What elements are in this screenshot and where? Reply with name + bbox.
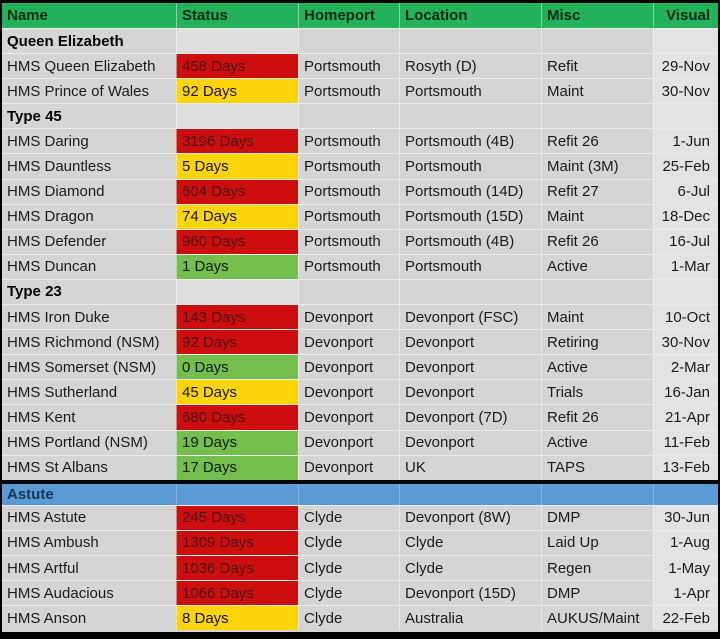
bottom-border [2,632,718,639]
status-cell[interactable]: 143 Days [176,305,298,329]
homeport-cell[interactable]: Portsmouth [298,255,399,279]
empty-cell[interactable] [541,104,653,128]
location-cell[interactable]: Portsmouth (4B) [399,129,541,153]
ship-name-cell[interactable]: HMS Prince of Wales [2,79,176,103]
status-cell[interactable]: 0 Days [176,355,298,379]
homeport-cell[interactable]: Clyde [298,606,399,630]
visual-date-cell[interactable]: 6-Jul [653,180,718,204]
empty-cell[interactable] [298,104,399,128]
visual-date-cell[interactable]: 1-Jun [653,129,718,153]
visual-date-cell[interactable]: 13-Feb [653,456,718,480]
visual-date-cell[interactable]: 30-Jun [653,506,718,530]
status-cell[interactable]: 458 Days [176,54,298,78]
table-body [2,28,718,632]
ship-row [2,530,718,555]
empty-cell[interactable] [298,29,399,53]
ship-row [2,555,718,580]
ship-name-cell[interactable]: HMS Audacious [2,581,176,605]
section-row [2,28,718,53]
status-cell[interactable]: 604 Days [176,180,298,204]
location-cell[interactable]: Portsmouth (15D) [399,205,541,229]
ship-row [2,605,718,630]
ship-row [2,580,718,605]
ship-name-cell[interactable]: HMS Dragon [2,205,176,229]
ship-name-cell[interactable]: HMS Queen Elizabeth [2,54,176,78]
ship-name-cell[interactable]: HMS Ambush [2,531,176,555]
ship-name-cell[interactable]: HMS Iron Duke [2,305,176,329]
column-header-misc[interactable]: Misc [541,3,653,28]
column-header-name[interactable]: Name [7,7,48,24]
location-cell[interactable]: Devonport (8W) [399,506,541,530]
visual-date-cell[interactable]: 21-Apr [653,405,718,429]
location-cell[interactable]: Devonport (7D) [399,405,541,429]
empty-cell[interactable] [399,280,541,304]
location-cell[interactable]: UK [399,456,541,480]
empty-cell[interactable] [653,280,718,304]
misc-cell[interactable]: Active [541,431,653,455]
ship-name-cell[interactable]: HMS Anson [2,606,176,630]
homeport-cell[interactable]: Devonport [298,431,399,455]
location-cell[interactable]: Portsmouth (14D) [399,180,541,204]
location-cell[interactable]: Devonport [399,330,541,354]
homeport-cell[interactable]: Devonport [298,380,399,404]
visual-date-cell[interactable]: 1-Mar [653,255,718,279]
ship-name-cell[interactable]: HMS Richmond (NSM) [2,330,176,354]
homeport-cell[interactable]: Devonport [298,456,399,480]
empty-cell[interactable] [653,484,718,505]
visual-date-cell[interactable]: 11-Feb [653,431,718,455]
misc-cell[interactable]: Active [541,355,653,379]
visual-date-cell[interactable]: 30-Nov [653,79,718,103]
location-cell[interactable]: Portsmouth [399,255,541,279]
status-cell[interactable]: 17 Days [176,456,298,480]
ship-row [2,179,718,204]
ship-row [2,128,718,153]
location-cell[interactable]: Devonport [399,355,541,379]
empty-cell[interactable] [541,29,653,53]
status-cell[interactable]: 19 Days [176,431,298,455]
homeport-cell[interactable]: Clyde [298,506,399,530]
misc-cell[interactable]: Laid Up [541,531,653,555]
empty-cell[interactable] [653,29,718,53]
ship-row [2,404,718,429]
misc-cell[interactable]: Regen [541,556,653,580]
empty-cell[interactable] [399,484,541,505]
ship-row [2,354,718,379]
homeport-cell[interactable]: Devonport [298,330,399,354]
column-header-location[interactable]: Location [399,3,541,28]
homeport-cell[interactable]: Portsmouth [298,180,399,204]
ship-row [2,229,718,254]
empty-cell[interactable] [298,484,399,505]
ship-row [2,430,718,455]
misc-cell[interactable]: Refit 26 [541,405,653,429]
visual-date-cell[interactable]: 25-Feb [653,154,718,178]
location-cell[interactable]: Portsmouth [399,79,541,103]
section-label[interactable]: Queen Elizabeth [2,29,176,53]
ship-row [2,254,718,279]
section-label[interactable]: Type 45 [2,104,176,128]
visual-date-cell[interactable]: 29-Nov [653,54,718,78]
visual-date-cell[interactable]: 16-Jul [653,230,718,254]
section-label[interactable]: Astute [2,484,176,505]
ship-row [2,455,718,480]
homeport-cell[interactable]: Portsmouth [298,205,399,229]
ship-name-cell[interactable]: HMS Diamond [2,180,176,204]
misc-cell[interactable]: Maint [541,79,653,103]
section-label[interactable]: Type 23 [2,280,176,304]
status-cell[interactable]: 1 Days [176,255,298,279]
misc-cell[interactable]: Trials [541,380,653,404]
location-cell[interactable]: Clyde [399,556,541,580]
visual-date-cell[interactable]: 1-Apr [653,581,718,605]
ship-name-cell[interactable]: HMS Defender [2,230,176,254]
homeport-cell[interactable]: Portsmouth [298,129,399,153]
status-cell[interactable]: 1066 Days [176,581,298,605]
empty-cell[interactable] [399,104,541,128]
section-row [2,480,718,505]
location-cell[interactable]: Devonport [399,431,541,455]
ship-row [2,153,718,178]
visual-date-cell[interactable]: 1-Aug [653,531,718,555]
ship-name-cell[interactable]: HMS Astute [2,506,176,530]
empty-cell[interactable] [541,280,653,304]
status-cell[interactable]: 74 Days [176,205,298,229]
section-row [2,103,718,128]
misc-cell[interactable]: Refit 26 [541,230,653,254]
misc-cell[interactable]: Maint (3M) [541,154,653,178]
misc-cell[interactable]: Maint [541,205,653,229]
ship-row [2,53,718,78]
ship-row [2,304,718,329]
homeport-cell[interactable]: Devonport [298,305,399,329]
table-header-row [2,3,718,28]
column-header-visual[interactable]: Visual [653,3,718,28]
homeport-cell[interactable]: Clyde [298,581,399,605]
homeport-cell[interactable]: Portsmouth [298,230,399,254]
homeport-cell[interactable]: Devonport [298,405,399,429]
empty-cell[interactable] [653,104,718,128]
visual-date-cell[interactable]: 22-Feb [653,606,718,630]
empty-cell[interactable] [176,29,298,53]
ship-row [2,505,718,530]
status-cell[interactable]: 1036 Days [176,556,298,580]
status-cell[interactable]: 1309 Days [176,531,298,555]
visual-date-cell[interactable]: 18-Dec [653,205,718,229]
status-cell[interactable]: 245 Days [176,506,298,530]
empty-cell[interactable] [176,104,298,128]
location-cell[interactable]: Clyde [399,531,541,555]
empty-cell[interactable] [298,280,399,304]
ship-name-cell[interactable]: HMS Somerset (NSM) [2,355,176,379]
homeport-cell[interactable]: Portsmouth [298,79,399,103]
ship-name-cell[interactable]: HMS Sutherland [2,380,176,404]
homeport-cell[interactable]: Portsmouth [298,154,399,178]
empty-cell[interactable] [541,484,653,505]
ship-row [2,379,718,404]
column-header-homeport[interactable]: Homeport [298,3,399,28]
section-row [2,279,718,304]
homeport-cell[interactable]: Clyde [298,556,399,580]
misc-cell[interactable]: DMP [541,581,653,605]
visual-date-cell[interactable]: 2-Mar [653,355,718,379]
visual-date-cell[interactable]: 16-Jan [653,380,718,404]
status-cell[interactable]: 680 Days [176,405,298,429]
ship-row [2,204,718,229]
location-cell[interactable]: Devonport (FSC) [399,305,541,329]
ship-row [2,78,718,103]
ship-name-cell[interactable]: HMS Dauntless [2,154,176,178]
visual-date-cell[interactable]: 30-Nov [653,330,718,354]
misc-cell[interactable]: Refit 27 [541,180,653,204]
ship-row [2,329,718,354]
ship-name-cell[interactable]: HMS Daring [2,129,176,153]
location-cell[interactable]: Devonport [399,380,541,404]
homeport-cell[interactable]: Portsmouth [298,54,399,78]
ship-name-cell[interactable]: HMS Kent [2,405,176,429]
misc-cell[interactable]: TAPS [541,456,653,480]
empty-cell[interactable] [399,29,541,53]
location-cell[interactable]: Portsmouth (4B) [399,230,541,254]
location-cell[interactable]: Rosyth (D) [399,54,541,78]
location-cell[interactable]: Devonport (15D) [399,581,541,605]
ship-name-cell[interactable]: HMS St Albans [2,456,176,480]
empty-cell[interactable] [176,280,298,304]
homeport-cell[interactable]: Devonport [298,355,399,379]
ship-name-cell[interactable]: HMS Duncan [2,255,176,279]
empty-cell[interactable] [176,484,298,505]
status-cell[interactable]: 92 Days [176,330,298,354]
ship-name-cell[interactable]: HMS Artful [2,556,176,580]
misc-cell[interactable]: AUKUS/Maint [541,606,653,630]
misc-cell[interactable]: DMP [541,506,653,530]
homeport-cell[interactable]: Clyde [298,531,399,555]
column-header-status[interactable]: Status [176,3,298,28]
location-cell[interactable]: Australia [399,606,541,630]
location-cell[interactable]: Portsmouth [399,154,541,178]
visual-date-cell[interactable]: 10-Oct [653,305,718,329]
status-cell[interactable]: 8 Days [176,606,298,630]
status-cell[interactable]: 92 Days [176,79,298,103]
misc-cell[interactable]: Maint [541,305,653,329]
visual-date-cell[interactable]: 1-May [653,556,718,580]
status-cell[interactable]: 45 Days [176,380,298,404]
status-cell[interactable]: 960 Days [176,230,298,254]
misc-cell[interactable]: Refit 26 [541,129,653,153]
misc-cell[interactable]: Retiring [541,330,653,354]
status-cell[interactable]: 5 Days [176,154,298,178]
ship-name-cell[interactable]: HMS Portland (NSM) [2,431,176,455]
misc-cell[interactable]: Refit [541,54,653,78]
misc-cell[interactable]: Active [541,255,653,279]
status-cell[interactable]: 3196 Days [176,129,298,153]
